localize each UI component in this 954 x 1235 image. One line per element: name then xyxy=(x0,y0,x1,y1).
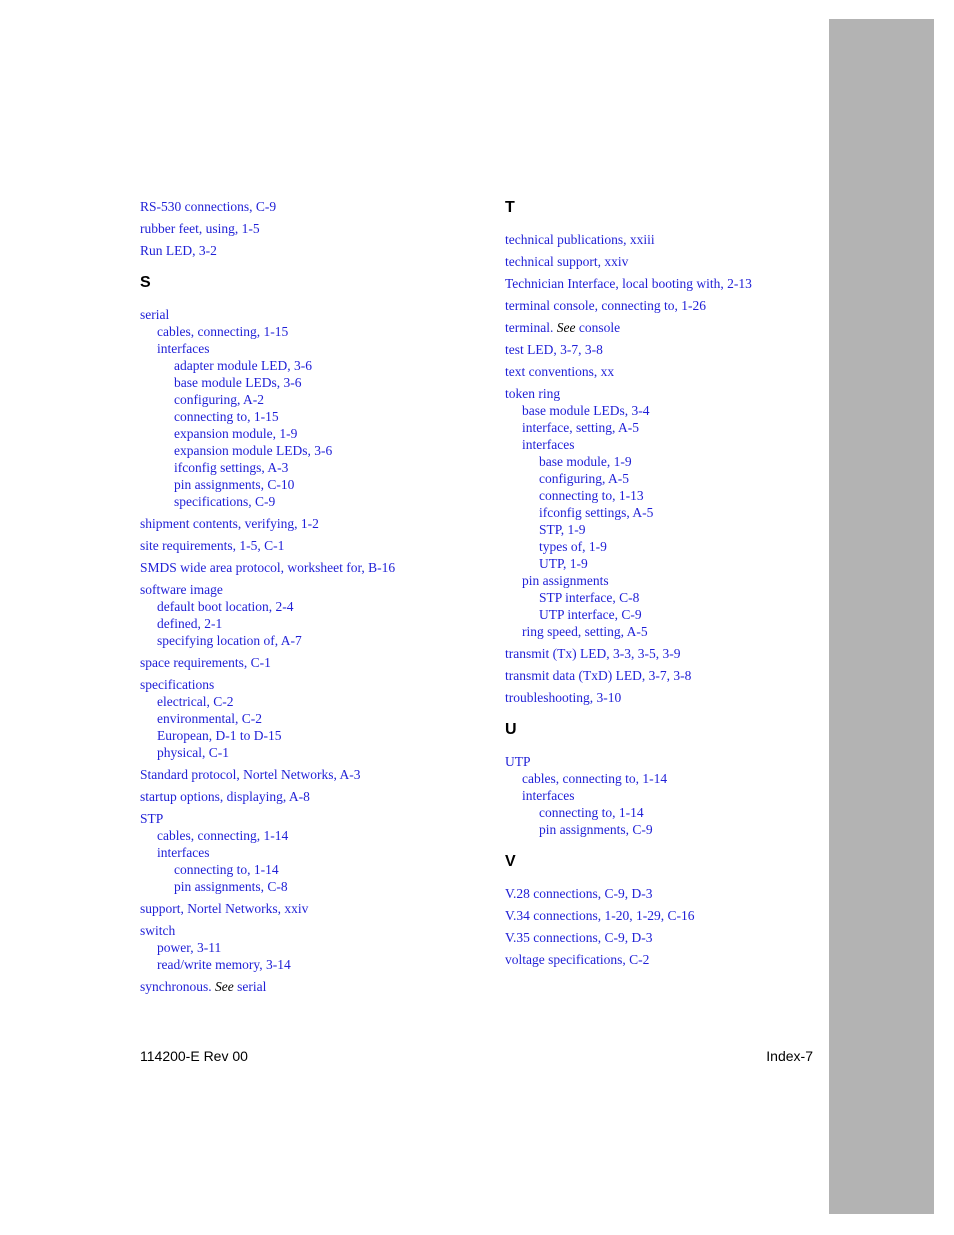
index-entry[interactable]: UTP interface, C-9 xyxy=(539,607,642,622)
index-entry[interactable]: cables, connecting, 1-15 xyxy=(157,324,289,339)
index-entry[interactable]: read/write memory, 3-14 xyxy=(157,957,291,972)
entry-text: terminal. xyxy=(505,320,557,335)
index-entry[interactable]: technical support, xxiv xyxy=(505,254,629,269)
index-entry[interactable]: site requirements, 1-5, C-1 xyxy=(140,538,285,553)
footer-page-number: Index-7 xyxy=(766,1048,813,1064)
see-reference: See xyxy=(556,320,576,335)
index-entry[interactable]: specifications xyxy=(140,677,215,692)
index-entry[interactable]: interface, setting, A-5 xyxy=(522,420,639,435)
index-entry[interactable] xyxy=(140,978,480,995)
index-entry[interactable]: base module LEDs, 3-4 xyxy=(522,403,650,418)
index-entry[interactable]: text conventions, xx xyxy=(505,364,615,379)
index-entry[interactable]: base module, 1-9 xyxy=(539,454,632,469)
index-entry[interactable]: terminal console, connecting to, 1-26 xyxy=(505,298,706,313)
index-column-left xyxy=(140,198,480,995)
index-column-right xyxy=(505,198,845,968)
index-entry[interactable]: defined, 2-1 xyxy=(157,616,223,631)
index-entry[interactable]: cables, connecting, 1-14 xyxy=(157,828,289,843)
see-target: console xyxy=(575,320,621,335)
index-entry[interactable]: troubleshooting, 3-10 xyxy=(505,690,622,705)
index-entry[interactable]: specifications, C-9 xyxy=(174,494,276,509)
index-entry[interactable]: UTP, 1-9 xyxy=(539,556,588,571)
index-entry[interactable]: expansion module, 1-9 xyxy=(174,426,298,441)
index-entry[interactable]: power, 3-11 xyxy=(157,940,222,955)
index-entry[interactable]: transmit (Tx) LED, 3-3, 3-5, 3-9 xyxy=(505,646,681,661)
index-entry[interactable]: ifconfig settings, A-3 xyxy=(174,460,289,475)
see-target: serial xyxy=(233,979,267,994)
footer-doc-number: 114200-E Rev 00 xyxy=(140,1048,248,1064)
index-entry[interactable]: default boot location, 2-4 xyxy=(157,599,294,614)
index-entry[interactable]: ifconfig settings, A-5 xyxy=(539,505,654,520)
index-entry[interactable]: specifying location of, A-7 xyxy=(157,633,302,648)
index-entry[interactable]: V.35 connections, C-9, D-3 xyxy=(505,930,653,945)
index-entry[interactable]: pin assignments, C-9 xyxy=(539,822,653,837)
index-entry[interactable]: cables, connecting to, 1-14 xyxy=(522,771,668,786)
index-entry[interactable]: SMDS wide area protocol, worksheet for, B-16 xyxy=(140,560,396,575)
index-section-letter: S xyxy=(140,274,151,291)
index-entry[interactable]: physical, C-1 xyxy=(157,745,229,760)
index-entry[interactable]: V.34 connections, 1-20, 1-29, C-16 xyxy=(505,908,695,923)
index-entry[interactable]: environmental, C-2 xyxy=(157,711,262,726)
index-entry[interactable]: transmit data (TxD) LED, 3-7, 3-8 xyxy=(505,668,692,683)
index-entry[interactable]: token ring xyxy=(505,386,561,401)
index-entry[interactable]: connecting to, 1-13 xyxy=(539,488,644,503)
index-entry[interactable]: serial xyxy=(140,307,170,322)
index-entry[interactable]: RS-530 connections, C-9 xyxy=(140,199,277,214)
index-entry[interactable]: Run LED, 3-2 xyxy=(140,243,217,258)
index-entry[interactable]: interfaces xyxy=(522,788,575,803)
index-entry[interactable]: electrical, C-2 xyxy=(157,694,234,709)
index-entry[interactable]: software image xyxy=(140,582,223,597)
index-entry[interactable]: STP, 1-9 xyxy=(539,522,586,537)
index-entry[interactable]: rubber feet, using, 1-5 xyxy=(140,221,260,236)
index-entry[interactable]: base module LEDs, 3-6 xyxy=(174,375,302,390)
index-entry[interactable]: adapter module LED, 3-6 xyxy=(174,358,312,373)
index-entry[interactable]: pin assignments, C-8 xyxy=(174,879,288,894)
index-entry[interactable]: connecting to, 1-14 xyxy=(174,862,279,877)
index-entry[interactable]: support, Nortel Networks, xxiv xyxy=(140,901,309,916)
index-entry[interactable]: connecting to, 1-15 xyxy=(174,409,279,424)
index-entry[interactable]: test LED, 3-7, 3-8 xyxy=(505,342,603,357)
index-entry[interactable]: connecting to, 1-14 xyxy=(539,805,644,820)
index-entry[interactable]: startup options, displaying, A-8 xyxy=(140,789,310,804)
index-entry[interactable]: pin assignments, C-10 xyxy=(174,477,295,492)
index-entry[interactable]: configuring, A-5 xyxy=(539,471,629,486)
index-entry[interactable]: expansion module LEDs, 3-6 xyxy=(174,443,333,458)
index-entry[interactable]: configuring, A-2 xyxy=(174,392,264,407)
see-reference: See xyxy=(215,979,234,994)
index-entry[interactable]: interfaces xyxy=(157,341,210,356)
index-entry[interactable]: types of, 1-9 xyxy=(539,539,607,554)
index-entry[interactable]: UTP xyxy=(505,754,531,769)
index-section-letter: U xyxy=(505,721,517,738)
index-entry[interactable]: V.28 connections, C-9, D-3 xyxy=(505,886,653,901)
index-entry[interactable]: STP xyxy=(140,811,164,826)
index-entry[interactable]: interfaces xyxy=(157,845,210,860)
index-entry[interactable]: ring speed, setting, A-5 xyxy=(522,624,648,639)
index-entry[interactable]: Technician Interface, local booting with, 2-13 xyxy=(505,276,752,291)
index-entry[interactable]: European, D-1 to D-15 xyxy=(157,728,282,743)
index-entry[interactable]: STP interface, C-8 xyxy=(539,590,640,605)
index-entry[interactable]: shipment contents, verifying, 1-2 xyxy=(140,516,319,531)
index-entry[interactable]: voltage specifications, C-2 xyxy=(505,952,650,967)
index-section-letter: V xyxy=(505,853,516,870)
index-entry[interactable]: Standard protocol, Nortel Networks, A-3 xyxy=(140,767,361,782)
index-entry[interactable]: space requirements, C-1 xyxy=(140,655,271,670)
index-entry[interactable] xyxy=(505,319,845,336)
index-entry[interactable]: technical publications, xxiii xyxy=(505,232,655,247)
entry-text: synchronous. xyxy=(140,979,215,994)
index-entry[interactable]: interfaces xyxy=(522,437,575,452)
index-entry[interactable]: pin assignments xyxy=(522,573,609,588)
index-entry[interactable]: switch xyxy=(140,923,176,938)
index-section-letter: T xyxy=(505,199,515,216)
